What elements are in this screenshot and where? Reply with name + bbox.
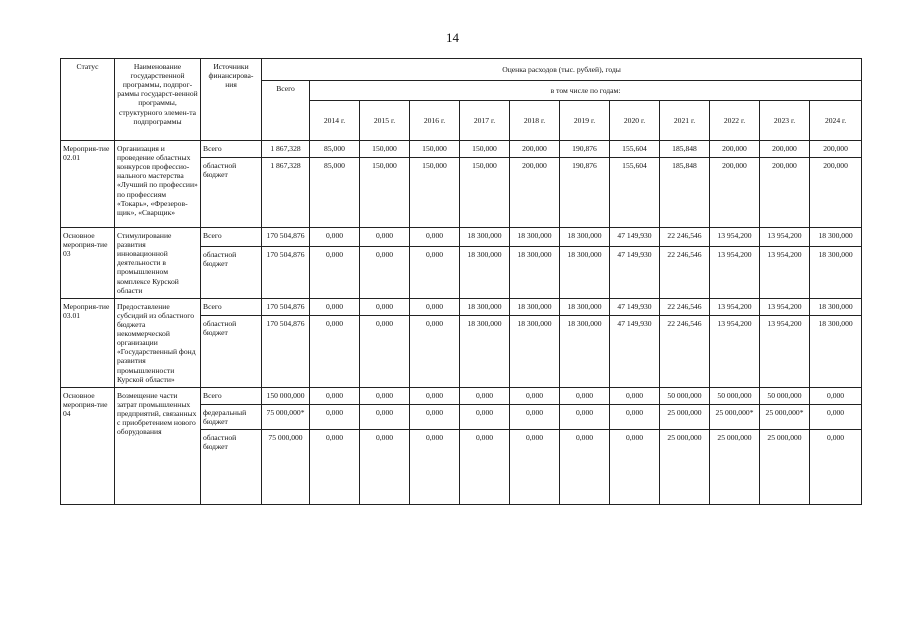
row-year-value: 25 000,000* [710,404,760,429]
row-year-value: 13 954,200 [710,315,760,387]
row-status: Мероприя-тие 03.01 [61,298,115,387]
row-year-value: 0,000 [610,387,660,404]
row-year-value: 18 300,000 [810,298,862,315]
row-year-value: 25 000,000* [760,404,810,429]
expense-table [60,58,862,505]
row-name: Возмещение части затрат промышленных предприятий, связанных с приобретением нового оборудования [115,387,201,504]
row-year-value: 0,000 [460,429,510,504]
row-year-value: 0,000 [560,429,610,504]
row-year-value: 18 300,000 [560,315,610,387]
row-year-value: 18 300,000 [560,228,610,247]
row-year-value: 0,000 [510,404,560,429]
row-year-value: 18 300,000 [810,246,862,298]
row-name: Предоставление субсидий из областного бюджета некоммерческой организации «Государственный фонд развития промышленности Курской области» [115,298,201,387]
header-year: 2015 г. [360,101,410,141]
row-year-value: 200,000 [810,141,862,158]
row-year-value: 200,000 [760,141,810,158]
row-year-value: 50 000,000 [660,387,710,404]
row-status: Основное мероприя-тие 03 [61,228,115,299]
row-total: 170 504,876 [262,298,310,315]
header-total: Всего [262,81,310,141]
row-year-value: 0,000 [360,298,410,315]
row-year-value: 18 300,000 [460,315,510,387]
row-year-value: 22 246,546 [660,228,710,247]
row-year-value: 0,000 [410,387,460,404]
row-year-value: 150,000 [460,158,510,228]
row-year-value: 18 300,000 [560,298,610,315]
row-year-value: 13 954,200 [760,298,810,315]
row-year-value: 18 300,000 [510,298,560,315]
header-year: 2017 г. [460,101,510,141]
row-year-value: 0,000 [460,404,510,429]
row-source: областной бюджет [201,429,262,504]
row-total: 75 000,000 [262,429,310,504]
row-year-value: 150,000 [360,141,410,158]
row-total: 170 504,876 [262,315,310,387]
row-year-value: 18 300,000 [460,246,510,298]
row-source: федеральный бюджет [201,404,262,429]
header-year: 2019 г. [560,101,610,141]
row-year-value: 18 300,000 [510,228,560,247]
header-year: 2016 г. [410,101,460,141]
row-year-value: 150,000 [410,158,460,228]
row-year-value: 200,000 [710,158,760,228]
row-year-value: 22 246,546 [660,246,710,298]
row-year-value: 0,000 [360,246,410,298]
header-year: 2022 г. [710,101,760,141]
row-year-value: 22 246,546 [660,315,710,387]
header-year: 2021 г. [660,101,710,141]
row-year-value: 185,848 [660,158,710,228]
row-year-value: 0,000 [810,429,862,504]
row-year-value: 47 149,930 [610,228,660,247]
row-status: Мероприя-тие 02.01 [61,141,115,228]
header-name: Наименование государственной программы, подпрог-раммы государст-венной программы, структурного элемен-та подпрограммы [115,59,201,141]
row-source: Всего [201,387,262,404]
header-estimate: Оценка расходов (тыс. рублей), годы [262,59,862,81]
header-status: Статус [61,59,115,141]
row-year-value: 0,000 [310,298,360,315]
row-year-value: 0,000 [560,404,610,429]
row-year-value: 0,000 [810,404,862,429]
row-total: 1 867,328 [262,158,310,228]
row-source: Всего [201,228,262,247]
row-year-value: 18 300,000 [460,228,510,247]
row-year-value: 0,000 [360,387,410,404]
row-year-value: 0,000 [410,404,460,429]
table-row [61,141,862,158]
row-year-value: 150,000 [410,141,460,158]
row-year-value: 0,000 [310,387,360,404]
row-year-value: 0,000 [560,387,610,404]
row-year-value: 47 149,930 [610,315,660,387]
row-year-value: 200,000 [810,158,862,228]
row-year-value: 200,000 [760,158,810,228]
row-year-value: 18 300,000 [510,315,560,387]
table-row [61,298,862,315]
row-year-value: 200,000 [710,141,760,158]
header-by-years: в том числе по годам: [310,81,862,101]
row-year-value: 155,604 [610,158,660,228]
row-year-value: 0,000 [310,246,360,298]
row-year-value: 0,000 [310,315,360,387]
row-year-value: 0,000 [510,387,560,404]
row-year-value: 0,000 [410,228,460,247]
row-total: 150 000,000 [262,387,310,404]
row-total: 170 504,876 [262,246,310,298]
row-year-value: 25 000,000 [760,429,810,504]
row-year-value: 0,000 [410,298,460,315]
row-source: областной бюджет [201,315,262,387]
row-year-value: 0,000 [410,246,460,298]
header-source: Источники финансирова-ния [201,59,262,141]
row-year-value: 47 149,930 [610,298,660,315]
row-source: областной бюджет [201,246,262,298]
row-year-value: 200,000 [510,141,560,158]
header-year: 2023 г. [760,101,810,141]
row-year-value: 0,000 [310,404,360,429]
row-year-value: 22 246,546 [660,298,710,315]
row-year-value: 0,000 [310,228,360,247]
row-year-value: 13 954,200 [710,298,760,315]
row-year-value: 0,000 [410,315,460,387]
row-year-value: 0,000 [610,404,660,429]
row-name: Стимулирование развития инновационной деятельности в промышленном комплексе Курской области [115,228,201,299]
row-status: Основное мероприя-тие 04 [61,387,115,504]
row-year-value: 190,876 [560,158,610,228]
header-year: 2020 г. [610,101,660,141]
row-year-value: 155,604 [610,141,660,158]
row-source: Всего [201,141,262,158]
row-year-value: 25 000,000 [660,429,710,504]
row-year-value: 0,000 [460,387,510,404]
row-source: Всего [201,298,262,315]
row-year-value: 0,000 [410,429,460,504]
table-row [61,228,862,247]
header-year: 2014 г. [310,101,360,141]
row-year-value: 13 954,200 [710,246,760,298]
row-year-value: 13 954,200 [760,246,810,298]
row-year-value: 85,000 [310,141,360,158]
row-total: 170 504,876 [262,228,310,247]
row-year-value: 18 300,000 [460,298,510,315]
row-year-value: 50 000,000 [710,387,760,404]
row-year-value: 0,000 [610,429,660,504]
row-year-value: 150,000 [360,158,410,228]
row-year-value: 0,000 [360,228,410,247]
table-row [61,387,862,404]
row-year-value: 13 954,200 [760,315,810,387]
row-year-value: 18 300,000 [510,246,560,298]
table-body [61,141,862,505]
row-year-value: 200,000 [510,158,560,228]
row-year-value: 13 954,200 [710,228,760,247]
row-year-value: 50 000,000 [760,387,810,404]
row-year-value: 190,876 [560,141,610,158]
page-number: 14 [446,30,459,45]
header-year: 2024 г. [810,101,862,141]
row-year-value: 0,000 [360,404,410,429]
row-year-value: 0,000 [510,429,560,504]
row-year-value: 150,000 [460,141,510,158]
row-year-value: 25 000,000 [710,429,760,504]
row-year-value: 0,000 [360,315,410,387]
row-total: 75 000,000* [262,404,310,429]
row-year-value: 0,000 [310,429,360,504]
row-year-value: 18 300,000 [810,228,862,247]
row-year-value: 185,848 [660,141,710,158]
row-name: Организация и проведение областных конкурсов профессио-нального мастерства «Лучший по профессии» по профессиям «Токарь», «Фрезеров-щик», «Сварщик» [115,141,201,228]
row-year-value: 0,000 [360,429,410,504]
row-year-value: 85,000 [310,158,360,228]
row-year-value: 25 000,000 [660,404,710,429]
row-year-value: 13 954,200 [760,228,810,247]
header-year: 2018 г. [510,101,560,141]
row-source: областной бюджет [201,158,262,228]
row-year-value: 18 300,000 [560,246,610,298]
row-year-value: 47 149,930 [610,246,660,298]
row-total: 1 867,328 [262,141,310,158]
row-year-value: 0,000 [810,387,862,404]
row-year-value: 18 300,000 [810,315,862,387]
